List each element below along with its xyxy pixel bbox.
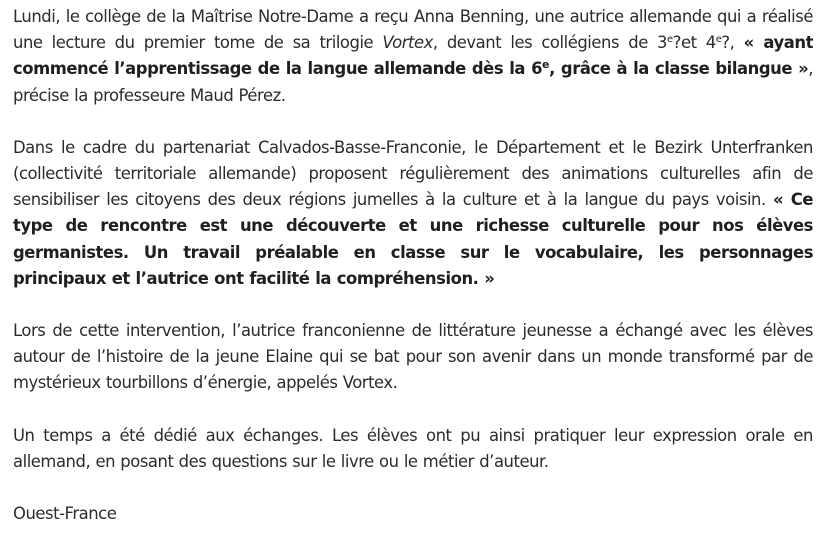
p1-text-a: Lundi, le collège de la Maîtrise Notre-Dame a reçu Anna Benning, une autrice allemande qui a réalisé une lecture du premier tome de sa trilogie <box>13 7 813 53</box>
p1-text-c: ?et 4 <box>672 33 716 53</box>
article-body <box>13 4 813 553</box>
p1-sup-2: e <box>715 34 722 46</box>
p1-sup-1: e <box>667 34 673 46</box>
p1-quote-a: « ayant commencé l’apprentissage de la langue allemande dès la 6 <box>13 33 813 79</box>
p1-text-e: , précise la professeure Maud Pérez. <box>13 59 813 105</box>
paragraph-3: Lors de cette intervention, l’autrice franconienne de littérature jeunesse a échangé avec les élèves autour de l’histoire de la jeune Elaine qui se bat pour son avenir dans un monde transformé par de mystérieux tourbillons d’énergie, appelés Vortex. <box>13 321 813 393</box>
p2-text-a: Dans le cadre du partenariat Calvados-Basse-Franconie, le Département et le Bezirk Unterfranken (collectivité territoriale allemande) proposent régulièrement des animations culturelles afin de sensibiliser les citoyens des deux régions jumelles à la culture et à la langue du pays voisin. <box>13 137 813 210</box>
p2-quote: « Ce type de rencontre est une découverte et une richesse culturelle pour nos élèves germanistes. Un travail préalable en classe sur le vocabulaire, les personnages principaux et l’autrice ont facilité la compréhension. » <box>13 190 813 288</box>
book-title: Vortex <box>382 33 433 53</box>
p1-quote-b: , grâce à la classe bilangue » <box>549 59 809 79</box>
p1-text-b: , devant les collégiens de 3 <box>432 33 667 53</box>
p1-text-d: ?, <box>721 33 744 53</box>
paragraph-1 <box>13 4 813 109</box>
paragraph-2 <box>13 135 813 292</box>
signature: Ouest-France <box>13 504 117 524</box>
p1-quote-sup: e <box>542 58 550 72</box>
paragraph-4: Un temps a été dédié aux échanges. Les élèves ont pu ainsi pratiquer leur expression orale en allemand, en posant des questions sur le livre ou le métier d’auteur. <box>13 425 813 471</box>
